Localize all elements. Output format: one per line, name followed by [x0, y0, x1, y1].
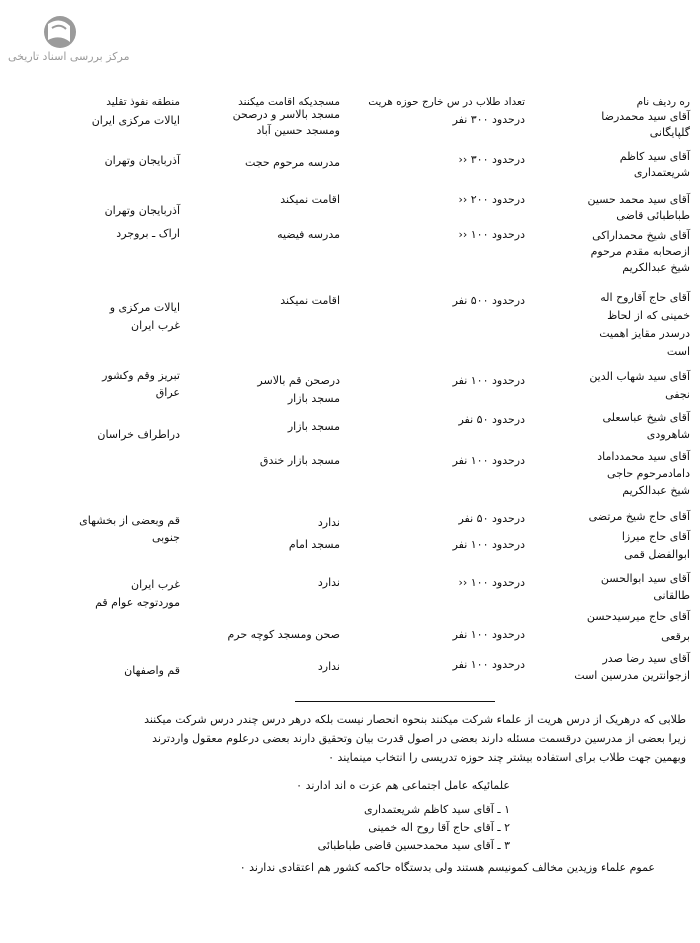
row-12-name: آقای حاج میرسیدحسن: [586, 610, 690, 623]
row-7-name: شاهرودی: [646, 428, 690, 441]
row-13-name: آقای سید رضا صدر: [602, 652, 690, 665]
row-12-students: درحدود ۱۰۰ نفر: [452, 628, 525, 641]
row-6-residence: درصحن قم بالاسر: [257, 374, 340, 387]
row-1-influence: ایالات مرکزی ایران: [91, 114, 180, 127]
row-5-influence: غرب ایران: [131, 319, 180, 332]
row-4-name: ازصحابه مقدم مرحوم: [590, 245, 690, 258]
paragraph-5: عموم علماء وزیدین مخالف کمونیسم هستند ولی بدستگاه حاکمه کشور هم اعتقادی ندارند ۰: [239, 861, 655, 874]
row-5-name: آقای حاج آقاروح اله: [600, 291, 690, 304]
row-11-influence: موردتوجه عوام قم: [95, 596, 180, 609]
row-8-residence: مسجد بازار خندق: [259, 454, 340, 467]
row-13-name: ازجوانترین مدرسین است: [574, 669, 690, 682]
row-6-name: نجفی: [665, 388, 690, 401]
row-2-residence: مدرسه مرحوم حجت: [244, 156, 340, 169]
row-2-name: شریعتمداری: [633, 166, 690, 179]
row-5-name: است: [666, 345, 690, 358]
row-5-influence: ایالات مرکزی و: [109, 301, 180, 314]
header-students: تعداد طلاب در س خارج حوزه هریت: [368, 96, 525, 108]
row-11-residence: ندارد: [317, 576, 340, 589]
paragraph-4: علمائیکه عامل اجتماعی هم عزت ه اند ادارند ۰: [296, 779, 510, 792]
row-12-residence: صحن ومسجد کوچه حرم: [227, 628, 340, 641]
row-10-residence: مسجد امام: [288, 538, 340, 551]
row-9-influence: جنوبی: [151, 531, 180, 544]
row-3-influence: آذربایجان وتهران: [104, 204, 180, 217]
divider-line: [295, 701, 495, 702]
row-9-residence: ندارد: [317, 516, 340, 529]
row-4-residence: مدرسه فیضیه: [277, 228, 340, 241]
row-5-name: خمینی که از لحاظ: [607, 309, 690, 322]
row-2-influence: آذربایجان وتهران: [104, 154, 180, 167]
row-1-residence: ومسجد حسین آباد: [256, 124, 340, 137]
list-item: ۳ ـ آقای سید محمدحسین قاضی طباطبائی: [317, 839, 510, 852]
row-1-students: درحدود ۳۰۰ نفر: [452, 113, 525, 126]
row-3-name: طباطبائی قاضی: [616, 209, 690, 222]
row-6-influence: تبریز وقم وکشور: [102, 369, 180, 382]
row-11-students: درحدود ۱۰۰ ‹‹: [458, 576, 525, 589]
row-7-students: درحدود ۵۰ نفر: [458, 413, 525, 426]
row-6-influence: عراق: [155, 386, 180, 399]
row-1-name: گلپایگانی: [649, 126, 690, 139]
row-13-influence: قم واصفهان: [124, 664, 180, 677]
row-7-name: آقای شیخ عباسعلی: [602, 411, 690, 424]
row-1-name: آقای سید محمدرضا: [601, 110, 690, 123]
row-3-name: آقای سید محمد حسین: [587, 193, 690, 206]
row-9-students: درحدود ۵۰ نفر: [458, 512, 525, 525]
paragraph-1: طلابی که درهریک از درس هریت از علماء شرکت میکنند بنحوه انحصار نیست بلکه درهر درس چندر درس شرکت میکنند: [144, 713, 686, 726]
row-6-residence: مسجد بازار: [287, 392, 340, 405]
paragraph-2: زیرا بعضی از مدرسین درقسمت مسئله دارند بعضی در اصول قدرت بیان وتحقیق دارند بعضی درعلوم معقول واردترند: [152, 732, 686, 745]
row-4-name: آقای شیخ محمداراکی: [592, 229, 690, 242]
header-name: ره ردیف نام: [636, 96, 690, 108]
row-11-name: آقای سید ابوالحسن: [600, 572, 690, 585]
row-3-residence: اقامت نمیکند: [280, 193, 340, 206]
row-8-name: دامادمرحوم حاجی: [607, 467, 690, 480]
list-item: ۱ ـ آقای سید کاظم شریعتمداری: [364, 803, 510, 816]
row-4-name: شیخ عبدالکریم: [622, 261, 690, 274]
row-5-name: درسدر مقایز اهمیت: [599, 327, 690, 340]
row-13-residence: ندارد: [317, 660, 340, 673]
row-1-residence: مسجد بالاسر و درصحن: [232, 108, 340, 121]
row-7-residence: مسجد بازار: [287, 420, 340, 433]
row-12-name: برقعی: [661, 630, 690, 643]
row-3-students: درحدود ۲۰۰ ‹‹: [458, 193, 525, 206]
row-5-students: درحدود ۵۰۰ نفر: [452, 294, 525, 307]
row-9-name: آقای حاج شیخ مرتضی: [588, 510, 690, 523]
row-8-name: آقای سید محمدداماد: [597, 450, 690, 463]
row-8-students: درحدود ۱۰۰ نفر: [452, 454, 525, 467]
row-2-students: درحدود ۳۰۰ ‹‹: [458, 153, 525, 166]
row-11-name: طالقانی: [653, 589, 690, 602]
row-4-influence: اراک ـ بروجرد: [116, 227, 180, 240]
header-residence: مسجدیکه اقامت میکنند: [238, 96, 340, 108]
row-6-students: درحدود ۱۰۰ نفر: [452, 374, 525, 387]
row-7-influence: دراطراف خراسان: [97, 428, 180, 441]
row-2-name: آقای سید کاظم: [619, 150, 690, 163]
archive-logo-text: مرکز بررسی اسناد تاریخی: [8, 50, 130, 63]
row-10-name: ابوالفضل قمی: [624, 548, 690, 561]
row-11-influence: غرب ایران: [131, 578, 180, 591]
row-13-students: درحدود ۱۰۰ نفر: [452, 658, 525, 671]
row-6-name: آقای سید شهاب الدین: [589, 370, 690, 383]
row-10-students: درحدود ۱۰۰ نفر: [452, 538, 525, 551]
paragraph-3: وبهمین جهت طلاب برای استفاده بیشتر چند حوزه تدریسی را انتخاب مینمایند ۰: [328, 751, 686, 764]
header-influence: منطقه نفوذ تقلید: [106, 96, 180, 108]
list-item: ۲ ـ آقای حاج آقا روح اله خمینی: [368, 821, 510, 834]
row-10-name: آقای حاج میرزا: [621, 530, 690, 543]
row-5-residence: اقامت نمیکند: [280, 294, 340, 307]
row-8-name: شیخ عبدالکریم: [622, 484, 690, 497]
row-9-influence: قم وبعضی از بخشهای: [79, 514, 180, 527]
row-4-students: درحدود ۱۰۰ ‹‹: [458, 228, 525, 241]
